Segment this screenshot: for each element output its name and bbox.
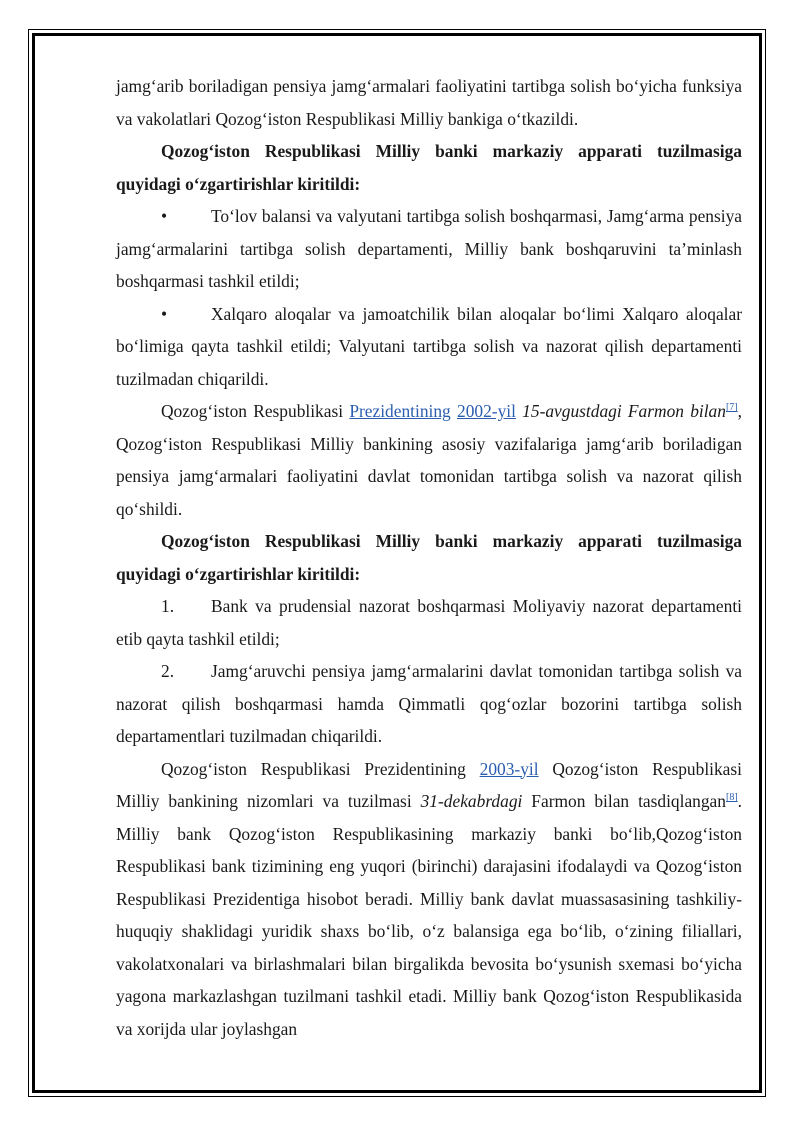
- numbered-text: Bank va prudensial nazorat boshqarmasi Moliyaviy nazorat departamenti etib qayta tashkil etildi;: [116, 596, 742, 649]
- number-marker: 1.: [161, 596, 175, 616]
- italic-span: 31-dekabrdagi: [420, 791, 523, 811]
- text-span: . Milliy bank Qozog‘iston Respublikasining markaziy banki bo‘lib,Qozog‘iston Respublikasi bank tizimining eng yuqori (birinchi) darajasini ifodalaydi va Qozog‘iston Respublikasi Prezidentiga hisobot beradi. Milliy bank davlat muassasasining tashkiliy-huquqiy shaklidagi yuridik shaxs bo‘lib, o‘z balansiga ega bo‘lib, o‘zining filiallari, vakolatxonalari va birlashmalari bilan birgalikda bevosita bo‘ysunish sxemasi bo‘yicha yagona markazlashgan tuzilmani tashkil etadi. Milliy bank Qozog‘iston Respublikasida va xorijda ular joylashgan: [116, 791, 743, 1039]
- bullet-item-2: [116, 298, 742, 396]
- bullet-marker: •: [161, 303, 168, 324]
- text-span: Farmon bilan tasdiqlangan: [522, 791, 726, 811]
- text-span: , Qozog‘iston Respublikasi Milliy bankining asosiy vazifalariga jamg‘arib boriladigan pensiya jamg‘armalari faoliyatini davlat tomonidan tartibga solish va nazorat qilish qo‘shildi.: [116, 401, 742, 519]
- footnote-ref-7[interactable]: [7]: [725, 402, 738, 414]
- numbered-text: Jamg‘aruvchi pensiya jamg‘armalarini davlat tomonidan tartibga solish va nazorat qilish boshqarmasi hamda Qimmatli qog‘ozlar bozorini tartibga solish departamentlari tuzilmadan chiqarildi.: [116, 661, 742, 746]
- text-span: Qozog‘iston Respublikasi Prezidentining: [161, 758, 480, 779]
- text-span: Qozog‘iston Respublikasi Milliy bankining nizomlari va tuzilmasi: [116, 758, 742, 811]
- document-body: [116, 70, 742, 1045]
- bullet-text: To‘lov balansi va valyutani tartibga solish boshqarmasi, Jamg‘arma pensiya jamg‘armalarini tartibga solish departamenti, Milliy bank boshqaruvini ta’minlash boshqarmasi tashkil etildi;: [116, 206, 742, 291]
- heading-1: Qozog‘iston Respublikasi Milliy banki markaziy apparati tuzilmasiga quyidagi o‘zgartirishlar kiritildi:: [116, 141, 742, 194]
- bullet-marker: •: [161, 206, 168, 226]
- link-prezidentining[interactable]: Prezidentining: [349, 401, 451, 421]
- number-marker: 2.: [161, 661, 175, 681]
- bullet-text: Xalqaro aloqalar va jamoatchilik bilan aloqalar bo‘limi Xalqaro aloqalar bo‘limiga qayta tashkil etildi; Valyutani tartibga solish va nazorat qilish departamenti tuzilmadan chiqarildi.: [116, 303, 742, 389]
- heading-2: Qozog‘iston Respublikasi Milliy banki markaziy apparati tuzilmasiga quyidagi o‘zgartirishlar kiritildi:: [116, 531, 742, 584]
- paragraph-3: [116, 753, 742, 1046]
- text-span: Qozog‘iston Respublikasi: [161, 401, 350, 421]
- italic-span: 15-avgustdagi Farmon bilan: [515, 401, 726, 421]
- paragraph-1: jamg‘arib boriladigan pensiya jamg‘armalari faoliyatini tartibga solish bo‘yicha funksiya va vakolatlari Qozog‘iston Respublikasi Milliy bankiga o‘tkazildi.: [116, 76, 742, 129]
- numbered-item-1: [116, 590, 742, 655]
- link-2003-yil[interactable]: 2003-yil: [479, 758, 539, 779]
- bullet-item-1: [116, 200, 742, 298]
- numbered-item-2: [116, 655, 742, 753]
- footnote-ref-8[interactable]: [8]: [725, 792, 738, 804]
- paragraph-2: [116, 395, 742, 525]
- link-2002-yil[interactable]: 2002-yil: [457, 401, 516, 421]
